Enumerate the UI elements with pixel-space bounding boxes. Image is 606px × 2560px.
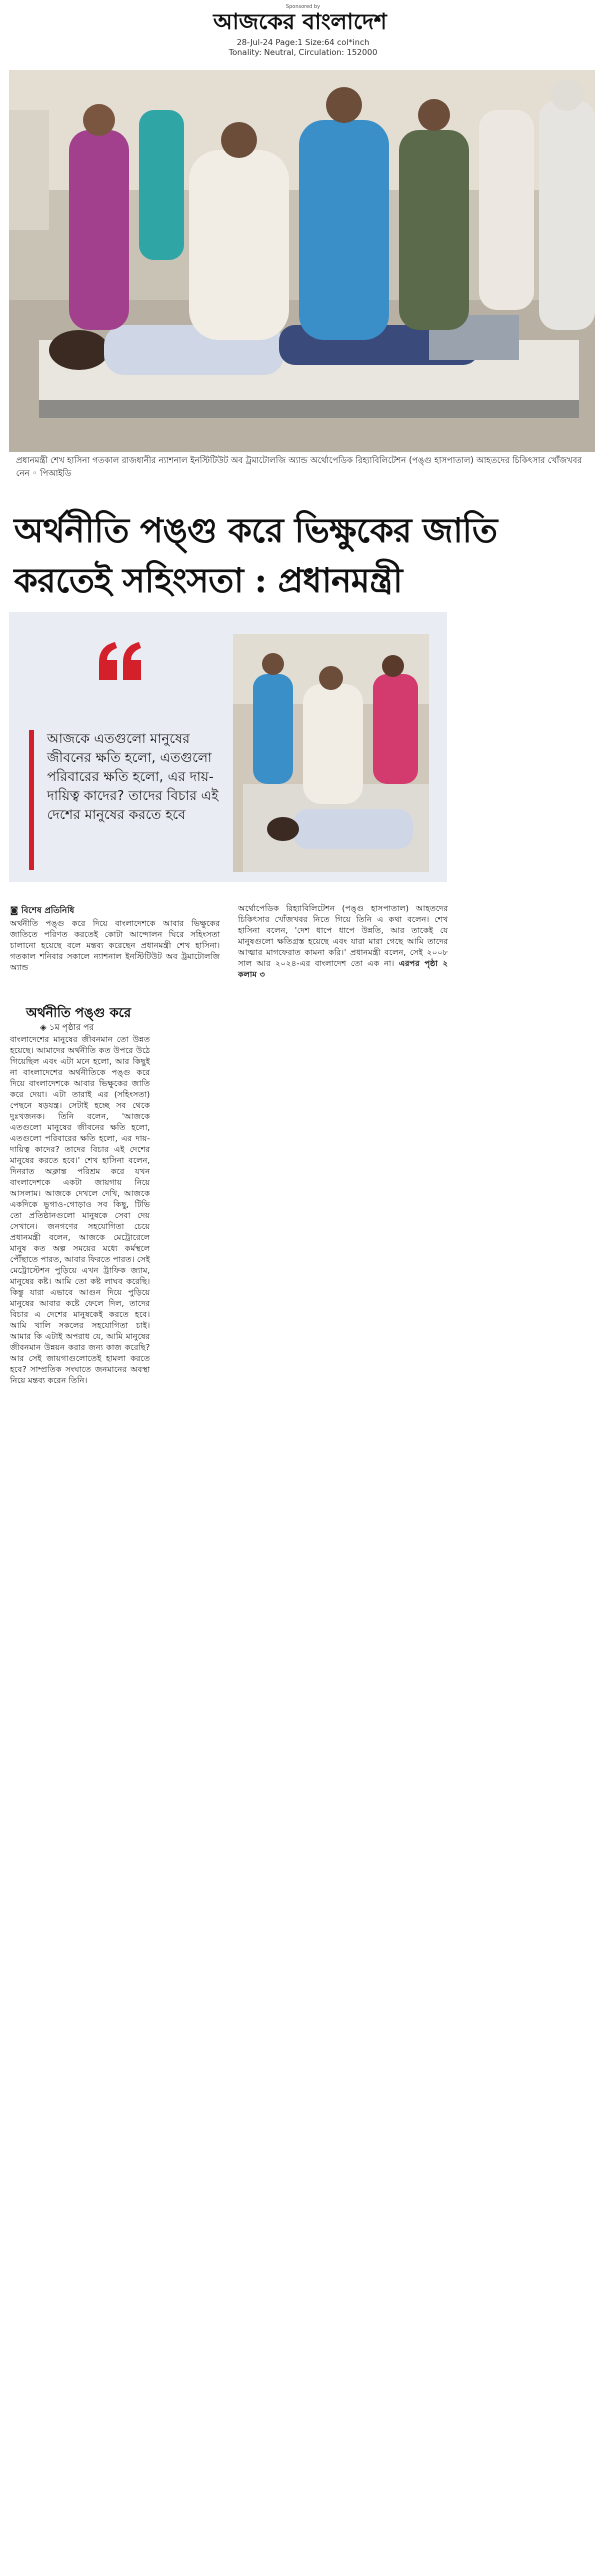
sponsor-line: Sponsored by — [285, 4, 321, 10]
masthead — [0, 0, 606, 64]
quote-mark-icon — [97, 640, 145, 680]
continuation-title: অর্থনীতি পঙ্গু করে — [26, 1006, 132, 1021]
byline: ◙ বিশেষ প্রতিনিধি — [10, 906, 75, 916]
clipping-meta — [0, 38, 606, 58]
date-line: 28-Jul-24 Page:1 Size:64 col*inch — [236, 38, 370, 47]
newspaper-logo — [200, 8, 400, 34]
headline: অর্থনীতি পঙ্গু করে ভিক্ষুকের জাতি করতেই সহিংসতা : প্রধানমন্ত্রী — [14, 511, 498, 601]
quote-accent-bar — [29, 730, 34, 870]
intro-right-body: অর্থোপেডিক রিহ্যাবিলিটেশন (পঙ্গু হাসপাতাল) আহতদের চিকিৎসার খোঁজখবর নিতে গিয়ে তিনি এ কথা বলেন। শেখ হাসিনা বলেন, 'দেশ ধাপে ধাপে উন্নতি, আর তাকেই যে মানুষগুলো ক্ষতিগ্রস্ত হয়েছে এবং যারা মারা গেছে আমি তাদের আত্মার মাগফেরাত কামনা করি।' প্রধানমন্ত্রী বলেন, সেই ২০০৮ সাল আর ২০২৪-এর বাংলাদেশ তো এক না। — [238, 903, 448, 968]
intro-text-right — [238, 903, 448, 980]
intro-text-left: অর্থনীতি পঙ্গু করে দিয়ে বাংলাদেশকে আবার ভিক্ষুকের জাতিতে পরিণত করতেই কোটা আন্দোলন ঘিরে সহিংসতা চালানো হয়েছে বলে মন্তব্য করেছেন প্রধানমন্ত্রী শেখ হাসিনা। গতকাল শনিবার সকালে ন্যাশনাল ইনস্টিটিউট অব ট্রমাটোলজি অ্যান্ড — [10, 918, 220, 972]
pull-quote-box — [9, 612, 447, 882]
continued-note: এরপর পৃষ্ঠা ২ কলাম ৩ — [238, 958, 448, 979]
photo-caption: প্রধানমন্ত্রী শেখ হাসিনা গতকাল রাজধানীর ন্যাশনাল ইনস্টিটিউট অব ট্রমাটোলজি অ্যান্ড অর্থোপেডিক রিহ্যাবিলিটেশন (পঙ্গু হাসপাতাল) আহতদের চিকিৎসার খোঁজখবর নেন ◦ পিআইডি — [16, 456, 582, 479]
logo-text: আজকের বাংলাদেশ — [213, 9, 387, 34]
tonality-line: Tonality: Neutral, Circulation: 152000 — [228, 48, 378, 57]
continuation-body: বাংলাদেশের মানুষের জীবনমান তো উন্নত হয়েছে। আমাদের অর্থনীতি কত উপরে উঠে গিয়েছিল এবং এটা মনে হলো, আর কিছুই না বাংলাদেশের অর্থনীতিকে পঙ্গু করে দিয়ে বাংলাদেশকে আবার ভিক্ষুকের জাতি করে দেয়া। এটা তারাই এর (সহিংসতা) পেছনে ষড়যন্ত্র। সেটাই হচ্ছে সব থেকে দুঃখজনক। তিনি বলেন, 'আজকে এতগুলো মানুষের জীবনের ক্ষতি হলো, এতগুলো পরিবারের ক্ষতি হলো, এর দায়-দায়িত্ব কাদের? তাদের বিচার এই দেশের মানুষের করতে হবে।' শেখ হাসিনা বলেন, দিনরাত অক্লান্ত পরিশ্রম করে যখন বাংলাদেশকে একটা জায়গায় নিয়ে আসলাম। আজকে দেখলে দেখি, আজকে একদিকে ভুগাও-গোড়াও সব কিছু, টিভি তো প্রতিষ্ঠানগুলো মানুষকে সেবা দেয় সেখানে। জনগণের সহযোগিতা চেয়ে প্রধানমন্ত্রী বলেন, আজকে মেট্রোরেলে মানুষ কত অল্প সময়ের মধ্যে কর্মস্থলে পৌঁছাতে পারত, আবার ফিরতে পারত। সেই মেট্রোস্টেশন পুড়িয়ে এখন ট্রাফিক জ্যাম, মানুষের কষ্ট। আমি তো কষ্ট লাঘব করেছি। কিন্তু যারা এভাবে আগুন দিয়ে পুড়িয়ে মানুষের আবার কষ্টে ফেলে দিল, তাদের বিচার এ দেশের মানুষকেই করতে হবে। আমি খালি সকলের সহযোগিতা চাই। আমার কি এটাই অপরাধ যে, আমি মানুষের জীবনমান উন্নয়ন করার জন্য কাজ করেছি? আর সেই জায়গাগুলোতেই হামলা করতে হবে? সাম্প্রতিক সংঘাতে জনমানের অবস্থা নিয়ে মন্তব্য করেন তিনি। — [10, 1034, 150, 1385]
quote-photo — [233, 634, 429, 872]
quote-text: আজকে এতগুলো মানুষের জীবনের ক্ষতি হলো, এতগুলো পরিবারের ক্ষতি হলো, এর দায়-দায়িত্ব কাদের? তাদের বিচার এই দেশের মানুষের করতে হবে — [47, 731, 219, 823]
continuation-from: ◈ ১ম পৃষ্ঠার পর — [40, 1023, 94, 1033]
hospital-visit-photo — [9, 70, 595, 452]
